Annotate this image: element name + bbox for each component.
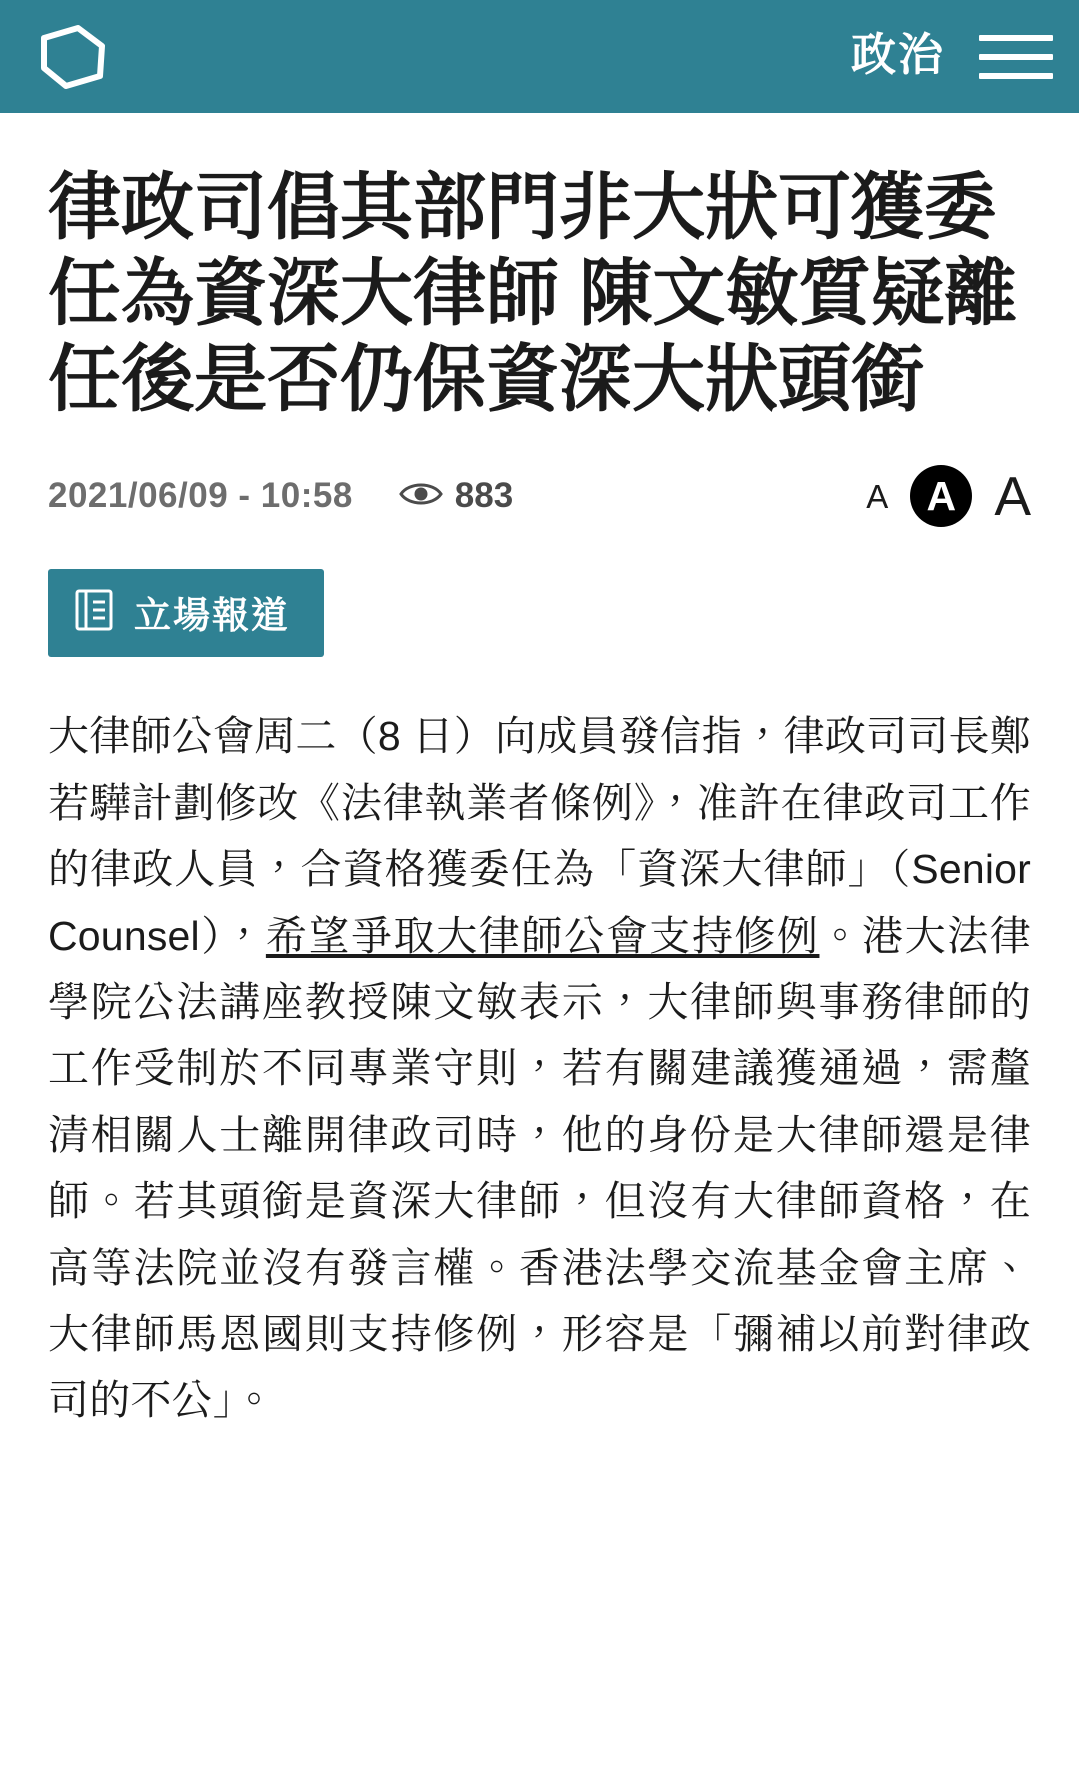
article-body-part-1: 大律師公會周二（8 日）向成員發信指，律政司司長鄭若驊計劃修改《法律執業者條例》，准許在律政司工作的律政人員，合資格獲委任為「資深大律師」（Senior Counsel）， [48,713,1031,959]
article-body [48,703,1031,1433]
hamburger-bar-3 [979,73,1053,79]
article-meta-row [48,465,1031,527]
article-date: 2021/06/09 - 10:58 [48,476,353,516]
eye-icon [399,479,443,514]
site-header [0,0,1079,113]
article-tag-badge[interactable] [48,569,324,657]
stand-news-logo[interactable] [34,18,112,96]
view-count-group [399,476,513,516]
hamburger-menu-icon[interactable] [979,29,1053,85]
article-headline: 律政司倡其部門非大狀可獲委任為資深大律師 陳文敏質疑離任後是否仍保資深大狀頭銜 [48,167,1018,421]
font-size-controls [866,465,1031,527]
document-icon [74,588,114,637]
article-body-link[interactable]: 希望爭取大律師公會支持修例 [265,912,820,959]
article-container [0,113,1079,1444]
section-title[interactable]: 政治 [850,29,945,80]
hamburger-bar-2 [979,54,1053,60]
font-size-large-button[interactable]: A [994,464,1031,527]
article-body-part-2: 。港大法律學院公法講座教授陳文敏表示，大律師與事務律師的工作受制於不同專業守則，若有關建議獲通過，需釐清相關人士離開律政司時，他的身份是大律師還是律師。若其頭銜是資深大律師，但沒有大律師資格，在高等法院並沒有發言權。香港法學交流基金會主席、大律師馬恩國則支持修例，形容是「彌補以前對律政司的不公」。 [48,912,1031,1424]
header-right-group [851,29,1053,85]
hamburger-bar-1 [979,35,1053,41]
font-size-small-button[interactable]: A [866,477,889,515]
article-tag-label: 立場報道 [134,595,290,637]
view-count: 883 [454,476,514,516]
font-size-medium-button[interactable]: A [910,465,972,527]
